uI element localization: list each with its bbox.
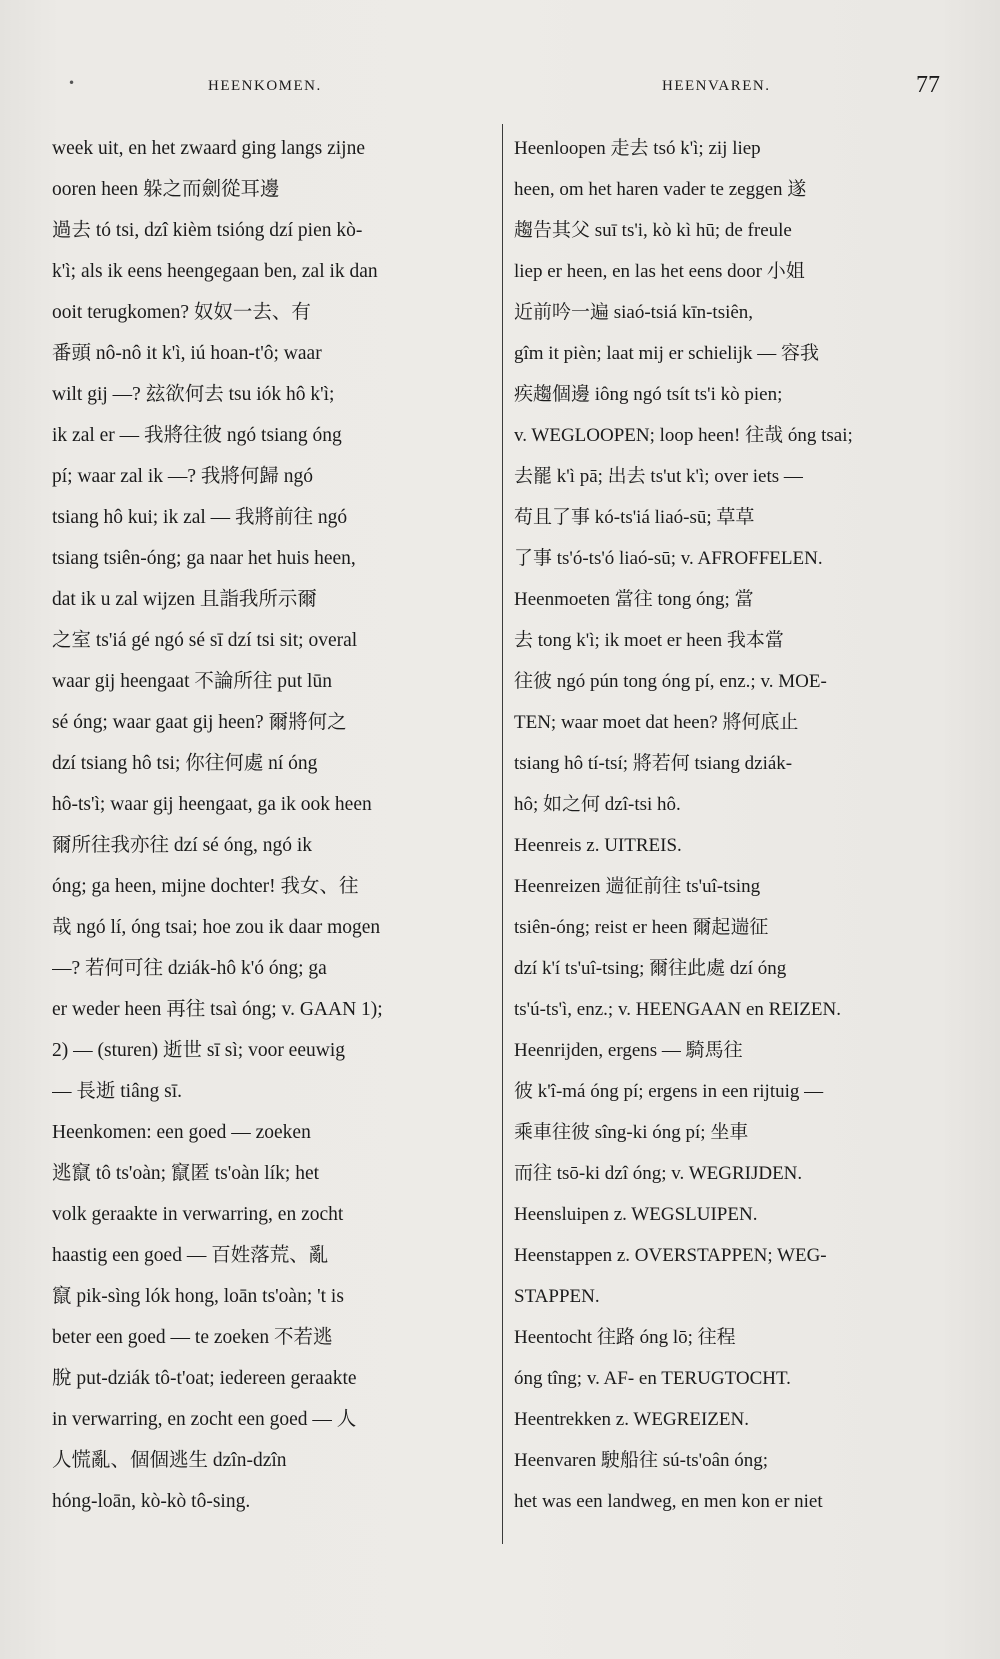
text-line: 人慌亂、個個逃生 dzîn-dzîn [52,1450,287,1471]
text-line: week uit, en het zwaard ging langs zijne [52,138,365,159]
text-line: óng; ga heen, mijne dochter! 我女、往 [52,876,359,897]
text-line: 往彼 ngó pún tong óng pí, enz.; v. MOE- [514,671,827,692]
text-line: tsiang hô kui; ik zal — 我將前往 ngó [52,507,348,528]
text-line: hóng-loān, kò-kò tô-sing. [52,1491,251,1512]
page-number: 77 [916,72,940,98]
text-line: 去罷 k'ì pā; 出去 ts'ut k'ì; over iets — [514,466,803,487]
text-line: Heenrijden, ergens — 騎馬往 [514,1040,743,1061]
text-line: Heenloopen 走去 tsó k'ì; zij liep [514,138,761,159]
text-line: Heenreis z. UITREIS. [514,835,682,856]
text-line: liep er heen, en las het eens door 小姐 [514,261,805,282]
text-line: 之室 ts'iá gé ngó sé sī dzí tsi sit; overal [52,630,358,651]
text-line: ooren heen 躲之而劍從耳邊 [52,179,280,200]
text-line: gîm it pièn; laat mij er schielijk — 容我 [514,343,820,364]
text-line: Heenkomen: een goed — zoeken [52,1122,311,1143]
text-line: 逃竄 tô ts'oàn; 竄匿 ts'oàn lík; het [52,1163,320,1184]
text-line: dat ik u zal wijzen 且詣我所示爾 [52,589,317,610]
text-line: sé óng; waar gaat gij heen? 爾將何之 [52,712,347,733]
text-line: TEN; waar moet dat heen? 將何底止 [514,712,799,733]
text-line: 過去 tó tsi, dzî kièm tsióng dzí pien kò- [52,220,363,241]
text-line: 哉 ngó lí, óng tsai; hoe zou ik daar mogen [52,917,381,938]
text-line: 而往 tsō-ki dzî óng; v. WEGRIJDEN. [514,1163,803,1184]
text-line: tsiang hô tí-tsí; 將若何 tsiang dziák- [514,753,793,774]
text-line: haastig een goed — 百姓落荒、亂 [52,1245,329,1266]
text-line: ooit terugkomen? 奴奴一去、有 [52,302,311,323]
text-line: Heensluipen z. WEGSLUIPEN. [514,1204,758,1225]
text-line: Heenmoeten 當往 tong óng; 當 [514,589,754,610]
text-line: 爾所往我亦往 dzí sé óng, ngó ik [52,835,312,856]
text-line: waar gij heengaat 不論所往 put lūn [52,671,332,692]
left-column [52,128,494,1522]
text-line: —? 若何可往 dziák-hô k'ó óng; ga [52,958,327,979]
text-line: óng tîng; v. AF- en TERUGTOCHT. [514,1368,791,1389]
text-line: 苟且了事 kó-ts'iá liaó-sū; 草草 [514,507,755,528]
text-line: 近前吟一遍 siaó-tsiá kīn-tsiên, [514,302,754,323]
text-line: — 長逝 tiâng sī. [52,1081,182,1102]
text-line: ik zal er — 我將往彼 ngó tsiang óng [52,425,342,446]
text-line: Heentocht 往路 óng lō; 往程 [514,1327,736,1348]
text-line: 脫 put-dziák tô-t'oat; iedereen geraakte [52,1368,357,1389]
text-line: 彼 k'î-má óng pí; ergens in een rijtuig — [514,1081,824,1102]
text-line: Heentrekken z. WEGREIZEN. [514,1409,749,1430]
text-line: ts'ú-ts'ì, enz.; v. HEENGAAN en REIZEN. [514,999,841,1020]
text-line: 乘車往彼 sîng-ki óng pí; 坐車 [514,1122,749,1143]
text-line: beter een goed — te zoeken 不若逃 [52,1327,333,1348]
text-line: heen, om het haren vader te zeggen 遂 [514,179,807,200]
margin-mark: • [68,76,76,90]
text-line: in verwarring, en zocht een goed — 人 [52,1409,357,1430]
text-line: volk geraakte in verwarring, en zocht [52,1204,344,1225]
text-line: hô-ts'ì; waar gij heengaat, ga ik ook heen [52,794,372,815]
right-column [514,128,954,1522]
text-line: 了事 ts'ó-ts'ó liaó-sū; v. AFROFFELEN. [514,548,823,569]
text-line: Heenvaren 駛船往 sú-ts'oân óng; [514,1450,769,1471]
text-line: 疾趨個邊 iông ngó tsít ts'i kò pien; [514,384,783,405]
running-head-left: HEENKOMEN. [208,78,322,94]
running-head-right: HEENVAREN. [662,78,771,94]
text-line: STAPPEN. [514,1286,600,1307]
column-divider [502,124,503,1544]
text-line: dzí k'í ts'uî-tsing; 爾往此處 dzí óng [514,958,787,979]
text-line: hô; 如之何 dzî-tsi hô. [514,794,681,815]
text-line: 竄 pik-sìng lók hong, loān ts'oàn; 't is [52,1286,344,1307]
text-line: 去 tong k'ì; ik moet er heen 我本當 [514,630,784,651]
text-line: k'ì; als ik eens heengegaan ben, zal ik dan [52,261,378,282]
text-line: het was een landweg, en men kon er niet [514,1491,823,1512]
text-line: v. WEGLOOPEN; loop heen! 往哉 óng tsai; [514,425,853,446]
text-line: tsiang tsiên-óng; ga naar het huis heen, [52,548,356,569]
text-line: 2) — (sturen) 逝世 sī sì; voor eeuwig [52,1040,345,1061]
text-line: tsiên-óng; reist er heen 爾起遄征 [514,917,769,938]
text-line: er weder heen 再往 tsaì óng; v. GAAN 1); [52,999,383,1020]
text-line: 趨告其父 suī ts'i, kò kì hū; de freule [514,220,792,241]
text-line: pí; waar zal ik —? 我將何歸 ngó [52,466,314,487]
text-line: Heenreizen 遄征前往 ts'uî-tsing [514,876,761,897]
text-line: wilt gij —? 玆欲何去 tsu iók hô k'ì; [52,384,335,405]
text-line: 番頭 nô-nô it k'ì, iú hoan-t'ô; waar [52,343,322,364]
text-line: dzí tsiang hô tsi; 你往何處 ní óng [52,753,318,774]
text-line: Heenstappen z. OVERSTAPPEN; WEG- [514,1245,827,1266]
